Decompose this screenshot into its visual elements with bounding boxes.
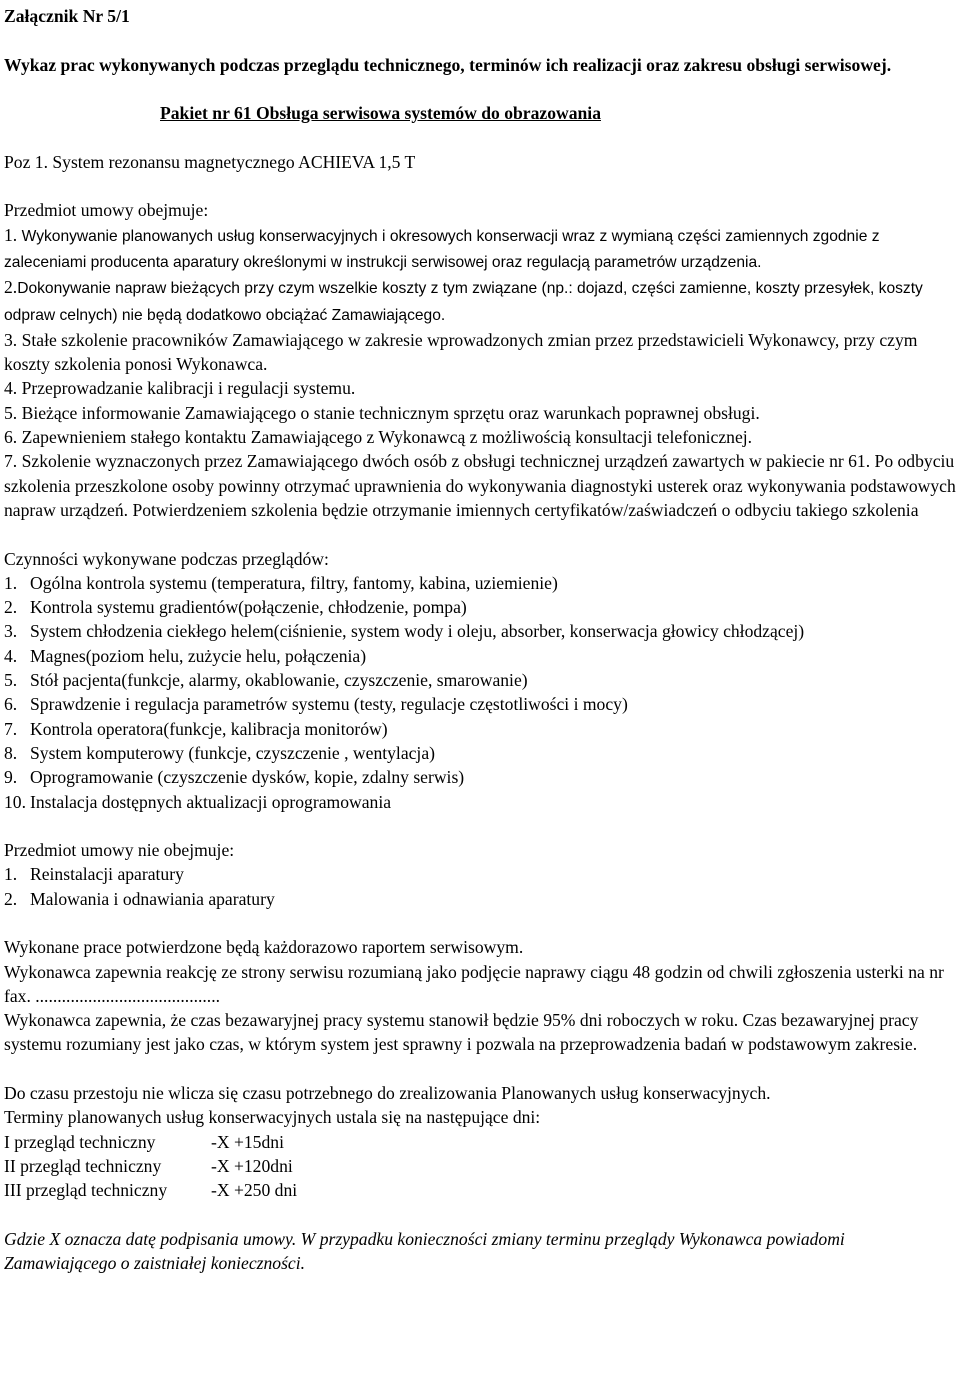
paragraph-reaction: Wykonawca zapewnia reakcję ze strony serwisu rozumianą jako podjęcie naprawy ciągu 48 godzin od chwili zgłoszenia usterki na nr fax. .......................................... [4,961,944,1006]
footnote: Gdzie X oznacza datę podpisania umowy. W przypadku konieczności zmiany terminu przeglądy Wykonawca powiadomi Zamawiającego o zaistniałej konieczności. [4,1228,845,1274]
scope-item-2: 2.Dokonywanie napraw bieżących przy czym wszelkie koszty z tym związane (np.: dojazd, części zamienne, koszty przesyłek, koszty odpraw celnych) nie będą dodatkowo obciążać Zamawiającego. [4,277,923,324]
schedule-row: II przegląd techniczny -X +120dni [4,1155,293,1176]
scope-item-5: 5. Bieżące informowanie Zamawiającego o stanie technicznym sprzętu oraz warunkach poprawnej obsługi. [4,402,760,423]
excluded-title: Przedmiot umowy nie obejmuje: [4,840,235,861]
activity-item: 6. Sprawdzenie i regulacja parametrów systemu (testy, regulacje częstotliwości i mocy) [4,694,628,715]
excluded-item: 1. Reinstalacji aparatury [4,864,184,885]
downtime-note: Do czasu przestoju nie wlicza się czasu potrzebnego do zrealizowania Planowanych usług konserwacyjnych. [4,1083,771,1104]
activity-item: 9. Oprogramowanie (czyszczenie dysków, kopie, zdalny serwis) [4,767,465,788]
package-title: Pakiet nr 61 Obsługa serwisowa systemów do obrazowania [160,103,601,124]
paragraph-uptime: Wykonawca zapewnia, że czas bezawaryjnej pracy systemu stanowił będzie 95% dni roboczych w roku. Czas bezawaryjnej pracy systemu rozumiany jest jako czas, w którym system jest sprawny i pozwala na przeprowadzenia badań w podstawowym zakresie. [4,1010,919,1055]
scope-item-4: 4. Przeprowadzanie kalibracji i regulacji systemu. [4,378,356,399]
schedule-row: I przegląd techniczny -X +15dni [4,1131,284,1152]
schedule-list [4,1130,958,1203]
activities-list [4,571,958,814]
scope-title: Przedmiot umowy obejmuje: [4,200,209,221]
schedule-intro: Terminy planowanych usług konserwacyjnych ustala się na następujące dni: [4,1107,541,1128]
activity-item: 5. Stół pacjenta(funkcje, alarmy, okablowanie, czyszczenie, smarowanie) [4,670,528,691]
excluded-list [4,862,958,911]
paragraph-reports: Wykonane prace potwierdzone będą każdorazowo raportem serwisowym. [4,937,524,958]
activity-item: 1. Ogólna kontrola systemu (temperatura, filtry, fantomy, kabina, uziemienie) [4,572,558,593]
activity-item: 4. Magnes(poziom helu, zużycie helu, połączenia) [4,645,367,666]
position-title: Poz 1. System rezonansu magnetycznego ACHIEVA 1,5 T [4,151,416,172]
activity-item: 8. System komputerowy (funkcje, czyszczenie , wentylacja) [4,742,435,763]
scope-item-3: 3. Stałe szkolenie pracowników Zamawiającego w zakresie wprowadzonych zmian przez przedstawicieli Wykonawcy, przy czym koszty szkolenia ponosi Wykonawca. [4,329,918,375]
activity-item: 3. System chłodzenia ciekłego helem(ciśnienie, system wody i oleju, absorber, konserwacja głowicy chłodzącej) [4,621,805,642]
activity-item: 10. Instalacja dostępnych aktualizacji oprogramowania [4,791,392,812]
activities-title: Czynności wykonywane podczas przeglądów: [4,548,329,569]
annex-label: Załącznik Nr 5/1 [4,6,130,26]
scope-list [4,223,958,523]
scope-item-6: 6. Zapewnieniem stałego kontaktu Zamawiającego z Wykonawcą z możliwością konsultacji telefonicznej. [4,427,753,448]
scope-item-7: 7. Szkolenie wyznaczonych przez Zamawiającego dwóch osób z obsługi technicznej urządzeń zawartych w pakiecie nr 61. Po odbyciu szkolenia przeszkolone osoby powinny otrzymać uprawnienia do wykonywania diagnostyki usterek oraz wykonywania podstawowych napraw urządzeń. Potwierdzeniem szkolenia będzie otrzymanie imiennych certyfikatów/zaświadczeń o odbyciu takiego szkolenia [4,451,956,520]
schedule-row: III przegląd techniczny -X +250 dni [4,1180,298,1201]
activity-item: 7. Kontrola operatora(funkcje, kalibracja monitorów) [4,718,388,739]
document-heading: Wykaz prac wykonywanych podczas przeglądu technicznego, terminów ich realizacji oraz zakresu obsługi serwisowej. [4,54,892,75]
scope-item-1: 1. Wykonywanie planowanych usług konserwacyjnych i okresowych konserwacji wraz z wymianą części zamiennych zgodnie z zaleceniami producenta aparatury określonymi w instrukcji serwisowej oraz regulacją parametrów urządzenia. [4,224,880,271]
activity-item: 2. Kontrola systemu gradientów(połączenie, chłodzenie, pompa) [4,597,467,618]
excluded-item: 2. Malowania i odnawiania aparatury [4,888,275,909]
document-page [4,0,958,1275]
